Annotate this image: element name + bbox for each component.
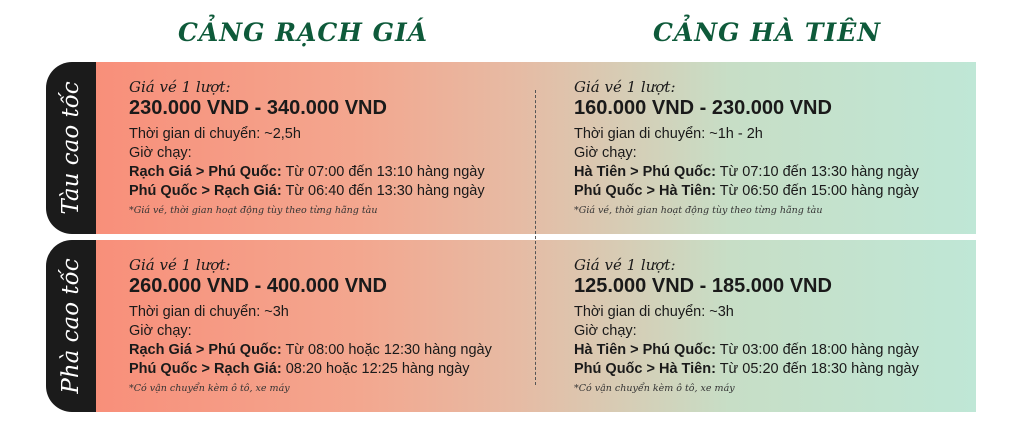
route-time: Từ 07:10 đến 13:30 hàng ngày: [715, 164, 919, 180]
duration-text: Thời gian di chuyển: ~3h: [129, 304, 289, 320]
price-value: 125.000 VND - 185.000 VND: [574, 275, 832, 297]
route-name: Rạch Giá > Phú Quốc:: [129, 342, 282, 358]
price-label: Giá vé 1 lượt:: [574, 256, 676, 274]
route-time: Từ 06:40 đến 13:30 hàng ngày: [281, 183, 485, 199]
rach-gia-info: [129, 62, 485, 218]
row-label: Phà cao tốc: [58, 258, 84, 394]
schedule-label: Giờ chạy:: [129, 323, 192, 339]
ha-tien-info: [574, 62, 919, 218]
schedule-line-1: [574, 163, 919, 182]
route-name: Hà Tiên > Phú Quốc:: [574, 164, 716, 180]
schedule-label: Giờ chạy:: [574, 145, 637, 161]
route-name: Hà Tiên > Phú Quốc:: [574, 342, 716, 358]
price-label: Giá vé 1 lượt:: [129, 256, 231, 274]
price-value: 160.000 VND - 230.000 VND: [574, 97, 832, 119]
route-name: Phú Quốc > Hà Tiên:: [574, 183, 716, 199]
schedule-line-1: [129, 163, 485, 182]
route-time: Từ 06:50 đến 15:00 hàng ngày: [715, 183, 919, 199]
schedule-label: Giờ chạy:: [574, 323, 637, 339]
duration-text: Thời gian di chuyển: ~2,5h: [129, 126, 301, 142]
row-label: Tàu cao tốc: [58, 81, 84, 215]
schedule-line-2: [574, 360, 919, 379]
price-label: Giá vé 1 lượt:: [574, 78, 676, 96]
route-name: Rạch Giá > Phú Quốc:: [129, 164, 282, 180]
price-label: Giá vé 1 lượt:: [129, 78, 231, 96]
footnote: *Giá vé, thời gian hoạt động tùy theo từng hãng tàu: [574, 205, 823, 216]
route-time: Từ 03:00 đến 18:00 hàng ngày: [715, 342, 919, 358]
price-value: 230.000 VND - 340.000 VND: [129, 97, 387, 119]
row-speedboat: [46, 62, 976, 234]
duration-text: Thời gian di chuyển: ~1h - 2h: [574, 126, 763, 142]
schedule-line-1: [574, 341, 919, 360]
price-value: 260.000 VND - 400.000 VND: [129, 275, 387, 297]
ha-tien-info: [574, 240, 919, 396]
route-name: Phú Quốc > Rạch Giá:: [129, 183, 282, 199]
route-time: 08:20 hoặc 12:25 hàng ngày: [281, 361, 470, 377]
schedule-line-2: [574, 182, 919, 201]
footnote: *Có vận chuyển kèm ô tô, xe máy: [574, 383, 735, 394]
port-title-ha-tien: CẢNG HÀ TIÊN: [653, 18, 882, 47]
route-time: Từ 08:00 hoặc 12:30 hàng ngày: [281, 342, 492, 358]
schedule-label: Giờ chạy:: [129, 145, 192, 161]
route-time: Từ 07:00 đến 13:10 hàng ngày: [281, 164, 485, 180]
row-ferry: [46, 240, 976, 412]
footnote: *Giá vé, thời gian hoạt động tùy theo từng hãng tàu: [129, 205, 378, 216]
schedule-line-1: [129, 341, 492, 360]
schedule-line-2: [129, 182, 485, 201]
duration-text: Thời gian di chuyển: ~3h: [574, 304, 734, 320]
route-time: Từ 05:20 đến 18:30 hàng ngày: [715, 361, 919, 377]
port-title-rach-gia: CẢNG RẠCH GIÁ: [178, 18, 429, 47]
footnote: *Có vận chuyển kèm ô tô, xe máy: [129, 383, 290, 394]
schedule-line-2: [129, 360, 492, 379]
row-label-tab: [46, 62, 96, 234]
rach-gia-info: [129, 240, 492, 396]
route-name: Phú Quốc > Hà Tiên:: [574, 361, 716, 377]
row-label-tab: [46, 240, 96, 412]
route-name: Phú Quốc > Rạch Giá:: [129, 361, 282, 377]
column-divider: [535, 90, 536, 385]
